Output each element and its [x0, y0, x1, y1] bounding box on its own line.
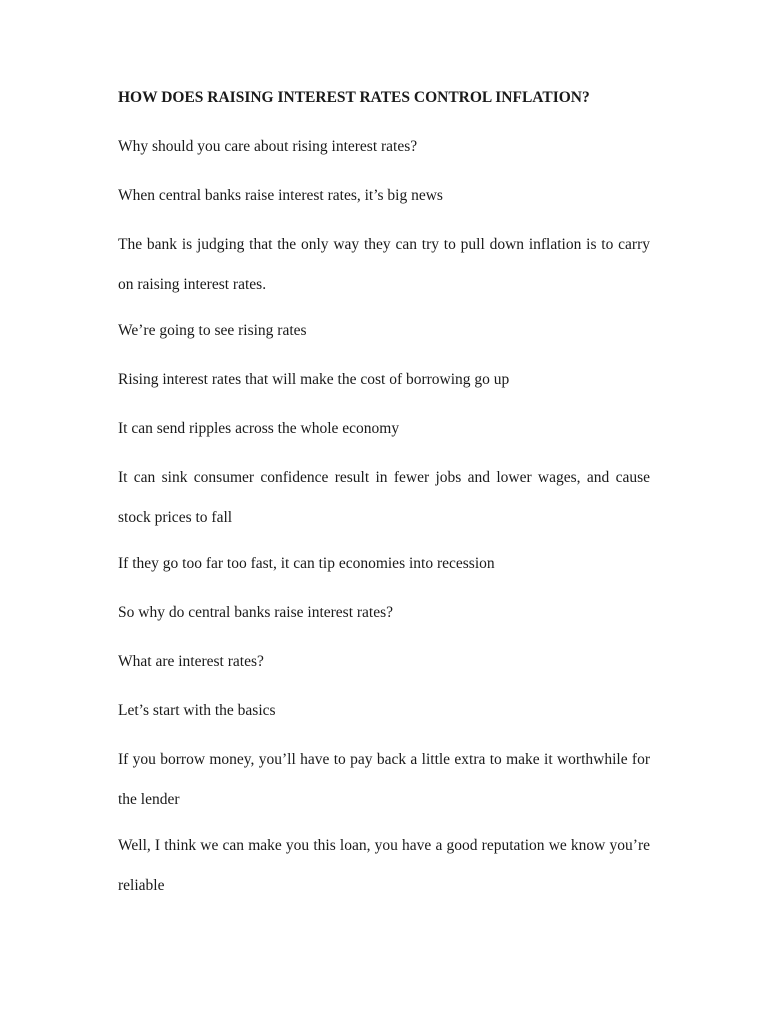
paragraph: Well, I think we can make you this loan, you have a good reputation we know you’re reliable	[118, 837, 650, 894]
document-title: HOW DOES RAISING INTEREST RATES CONTROL INFLATION?	[118, 89, 590, 106]
paragraph: It can send ripples across the whole economy	[118, 420, 400, 437]
paragraph: What are interest rates?	[118, 653, 264, 670]
paragraph: The bank is judging that the only way they can try to pull down inflation is to carry on raising interest rates.	[118, 236, 650, 293]
document-body	[118, 84, 650, 918]
paragraph: If they go too far too fast, it can tip economies into recession	[118, 555, 495, 572]
paragraph: It can sink consumer confidence result in fewer jobs and lower wages, and cause stock prices to fall	[118, 469, 650, 526]
paragraph: Let’s start with the basics	[118, 702, 276, 719]
paragraph: When central banks raise interest rates, it’s big news	[118, 187, 443, 204]
paragraph: So why do central banks raise interest rates?	[118, 604, 394, 621]
paragraph: Why should you care about rising interest rates?	[118, 138, 418, 155]
paragraph: If you borrow money, you’ll have to pay back a little extra to make it worthwhile for the lender	[118, 751, 650, 808]
paragraph: We’re going to see rising rates	[118, 322, 307, 339]
paragraph: Rising interest rates that will make the cost of borrowing go up	[118, 371, 510, 388]
